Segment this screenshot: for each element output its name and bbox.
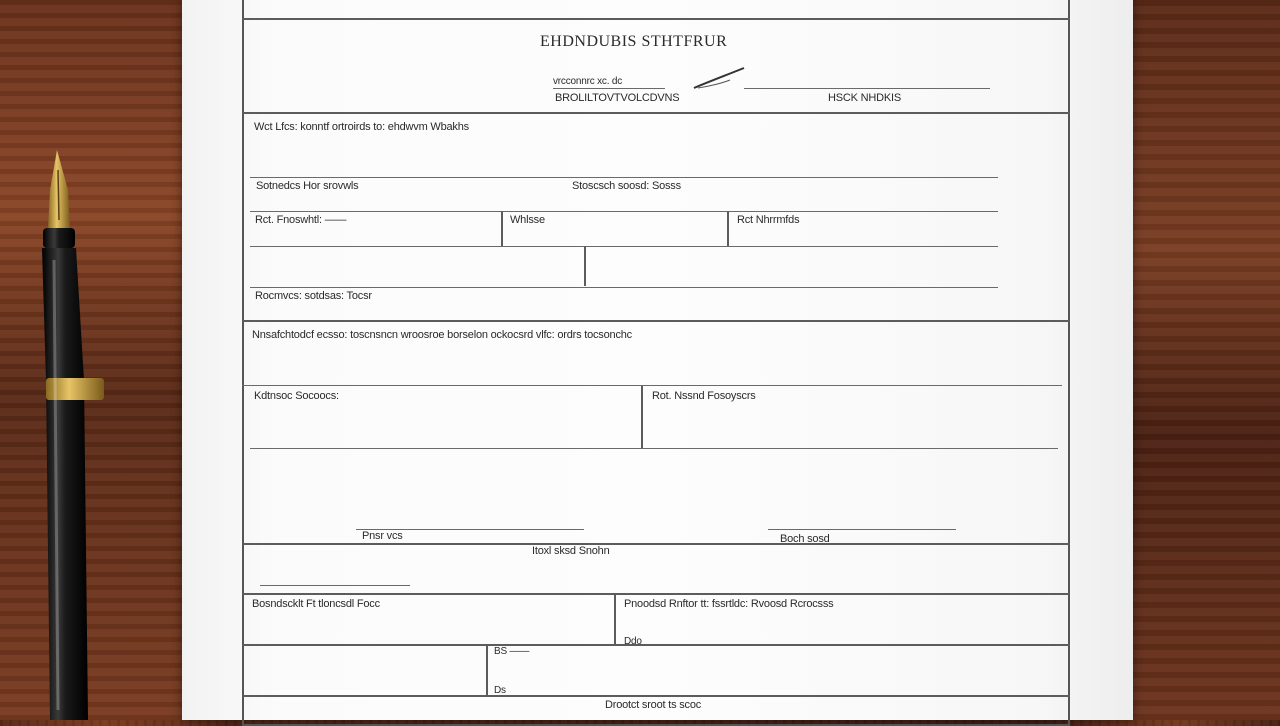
signature-line-right [768,529,956,530]
section1-rule-4 [250,287,998,288]
header-top-rule [242,18,1070,20]
field-b1-left-label: Bosndscklt Ft tloncsdl Focc [252,598,380,610]
field-row4-label: Rocmvcs: sotdsas: Tocsr [255,290,372,302]
field-s2-right-label: Rot. Nssnd Fosoyscrs [652,390,756,402]
fountain-pen-icon [40,150,140,720]
bottom-divider-2 [486,645,488,695]
header-small-label-2: BROLILTOVTVOLCDVNS [555,92,680,104]
field-row1-right-label: Stoscsch soosd: Sosss [572,180,681,192]
signature-left-label: Pnsr vcs [362,530,403,542]
bottom-section-low-rule [242,695,1070,697]
signature-stroke-icon [690,64,750,94]
signature-right-label: Boch sosd [780,533,830,545]
short-rule [260,585,410,586]
field-b2-right-label: Ddo [624,636,642,647]
section1-divider-1 [501,211,503,246]
header-bottom-rule [242,112,1070,114]
field-row2-c-label: Rct Nhrrmfds [737,214,800,226]
form-outer-border [242,0,1070,726]
section1-divider-3 [584,246,586,286]
section1-divider-2 [727,211,729,246]
signature-center-label: Itoxl sksd Snohn [532,545,610,557]
section2-rule-1 [242,385,1062,386]
section1-rule-1 [250,177,998,178]
header-right-label: HSCK NHDKIS [828,92,901,104]
section1-rule-2 [250,211,998,212]
field-row2-b-label: Whlsse [510,214,545,226]
field-row1-left-label: Sotnedcs Hor srovwls [256,180,359,192]
field-s2-left-label: Kdtnsoc Socoocs: [254,390,339,402]
section1-rule-3 [250,246,998,247]
header-small-rule [553,88,665,89]
wood-surface-right [1133,0,1280,720]
header-small-label-1: vrcconnrc xc. dc [553,76,623,87]
section1-bottom-rule [242,320,1070,322]
bottom-section-top-rule [242,593,1070,595]
header-signature-rule [744,88,990,89]
section2-heading: Nnsafchtodcf ecsso: toscnsncn wroosroe borselon ockocsrd vlfc: ordrs tocsonchc [252,329,632,341]
field-b3-mid-label: BS —— [494,646,530,657]
section2-rule-2 [250,448,1058,449]
field-b3-mid2-label: Ds [494,685,506,696]
bottom-divider-1 [614,594,616,644]
field-b1-right-label: Pnoodsd Rnftor tt: fssrtldc: Rvoosd Rcrocsss [624,598,834,610]
section2-divider [641,386,643,448]
footer-label: Drootct sroot ts scoc [605,699,702,711]
form-title: EHDNDUBIS STHTFRUR [540,33,728,50]
section2-bottom-rule [242,543,1070,545]
section1-heading: Wct Lfcs: konntf ortroirds to: ehdwvm Wbakhs [254,121,469,133]
field-row2-a-label: Rct. Fnoswhtl: —— [255,214,347,226]
bottom-section-mid-rule [242,644,1070,646]
